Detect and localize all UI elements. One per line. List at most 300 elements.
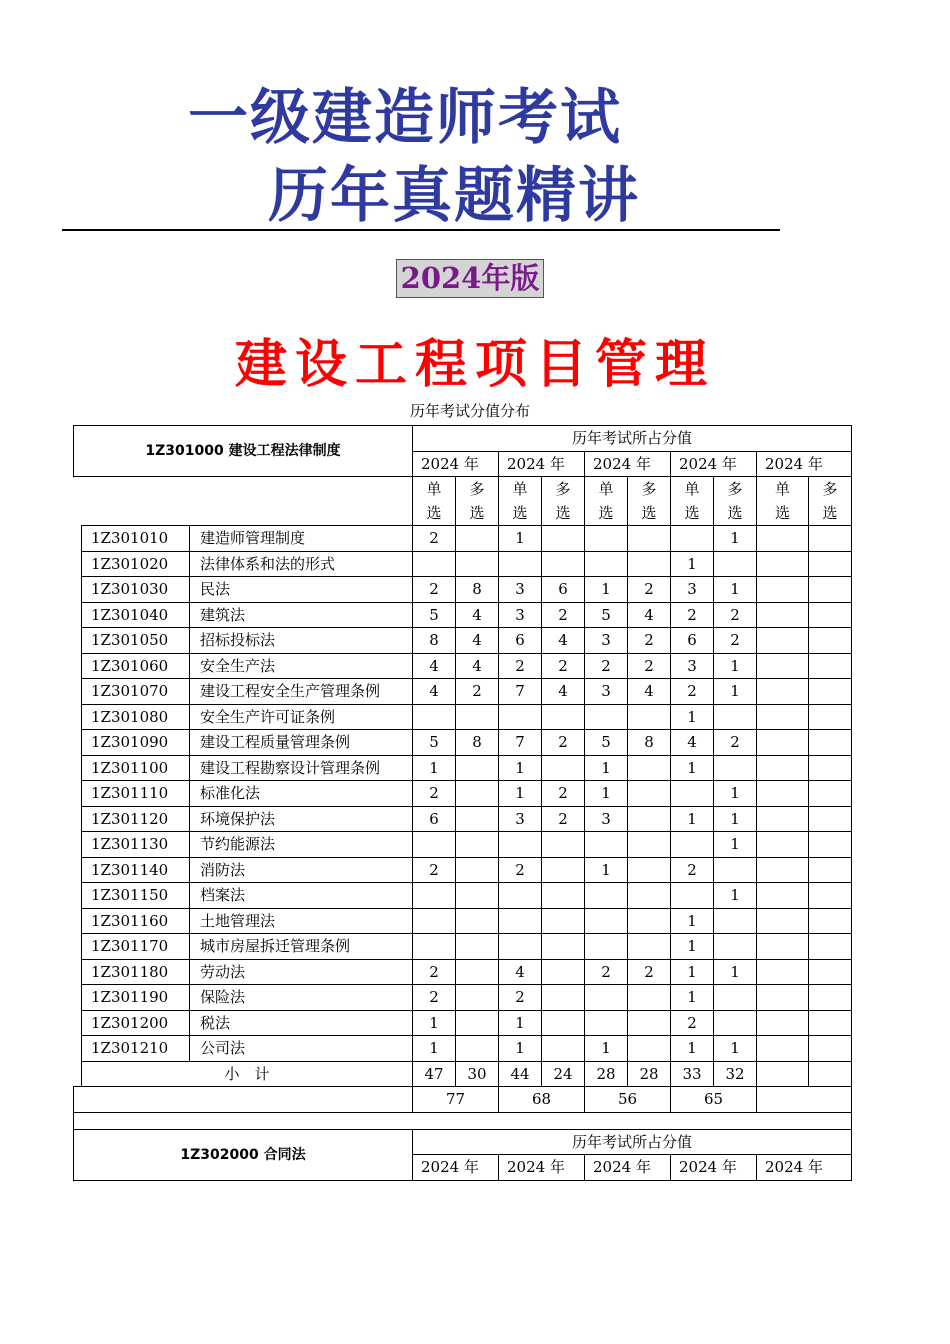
total-label-cell [74, 1087, 413, 1113]
score-cell [714, 908, 757, 934]
score-cell [585, 883, 628, 909]
score-cell [809, 679, 852, 705]
score-cell: 2 [413, 959, 456, 985]
score-cell [714, 704, 757, 730]
score-cell: 2 [714, 730, 757, 756]
score-cell: 5 [413, 730, 456, 756]
score-cell [542, 526, 585, 552]
row-code: 1Z301180 [82, 959, 190, 985]
score-cell: 6 [671, 628, 714, 654]
score-cell [628, 908, 671, 934]
score-cell: 3 [499, 602, 542, 628]
score-cell [542, 832, 585, 858]
type-row-spacer [74, 477, 413, 526]
score-cell: 2 [413, 985, 456, 1011]
row-spacer [74, 602, 82, 628]
score-cell [809, 704, 852, 730]
section2-body [74, 1129, 852, 1180]
score-cell [542, 1036, 585, 1062]
section1-body [74, 426, 852, 526]
multi-choice-header: 多 选 [809, 477, 852, 526]
table-row [74, 1036, 852, 1062]
row-spacer [74, 679, 82, 705]
score-cell: 7 [499, 679, 542, 705]
year-header: 2024 年 [413, 1155, 499, 1181]
score-cell [413, 883, 456, 909]
score-cell: 4 [628, 602, 671, 628]
subtotal-spacer [74, 1061, 82, 1087]
score-cell: 1 [671, 959, 714, 985]
row-code: 1Z301140 [82, 857, 190, 883]
score-cell [499, 832, 542, 858]
score-cell [456, 934, 499, 960]
subtotal-row [74, 1061, 852, 1087]
year-header: 2024 年 [585, 1155, 671, 1181]
score-cell [456, 551, 499, 577]
row-code: 1Z301130 [82, 832, 190, 858]
score-cell [757, 628, 809, 654]
score-cell: 1 [413, 1010, 456, 1036]
score-cell [456, 985, 499, 1011]
score-cell: 1 [671, 704, 714, 730]
score-cell [757, 806, 809, 832]
score-cell [809, 1010, 852, 1036]
score-cell: 3 [499, 806, 542, 832]
score-cell [413, 934, 456, 960]
multi-choice-header: 多 选 [456, 477, 499, 526]
score-cell: 1 [585, 577, 628, 603]
score-cell [757, 832, 809, 858]
score-cell [456, 908, 499, 934]
score-cell [809, 730, 852, 756]
score-cell [413, 832, 456, 858]
score-cell [757, 934, 809, 960]
score-cell: 2 [714, 628, 757, 654]
score-cell: 1 [671, 985, 714, 1011]
score-cell: 6 [413, 806, 456, 832]
score-cell [809, 857, 852, 883]
score-cell: 2 [542, 602, 585, 628]
score-cell [628, 857, 671, 883]
score-cell [628, 551, 671, 577]
score-cell: 2 [413, 857, 456, 883]
section2-title: 1Z302000 合同法 [74, 1129, 413, 1180]
score-cell: 2 [671, 857, 714, 883]
table-row [74, 628, 852, 654]
score-cell [671, 832, 714, 858]
single-choice-header: 单 选 [585, 477, 628, 526]
row-name: 消防法 [190, 857, 413, 883]
score-cell [456, 781, 499, 807]
score-cell: 1 [413, 1036, 456, 1062]
section1-type-row [74, 477, 852, 526]
score-cell: 3 [671, 577, 714, 603]
score-cell [757, 985, 809, 1011]
score-cell: 2 [628, 577, 671, 603]
score-cell [542, 551, 585, 577]
subtotal-cell: 28 [628, 1061, 671, 1087]
score-cell: 5 [585, 602, 628, 628]
row-code: 1Z301010 [82, 526, 190, 552]
score-cell [628, 832, 671, 858]
score-cell [757, 883, 809, 909]
row-code: 1Z301150 [82, 883, 190, 909]
score-cell [809, 602, 852, 628]
score-distribution-table [73, 425, 852, 1181]
score-cell: 1 [499, 1036, 542, 1062]
score-cell: 1 [499, 526, 542, 552]
score-cell: 2 [628, 653, 671, 679]
score-cell [456, 959, 499, 985]
section1-rows [74, 526, 852, 1062]
row-code: 1Z301170 [82, 934, 190, 960]
row-name: 安全生产法 [190, 653, 413, 679]
score-cell: 1 [671, 755, 714, 781]
score-cell [542, 908, 585, 934]
section1-header-row [74, 426, 852, 452]
score-cell [714, 985, 757, 1011]
score-cell: 2 [456, 679, 499, 705]
table-row [74, 679, 852, 705]
row-name: 法律体系和法的形式 [190, 551, 413, 577]
score-cell: 4 [413, 653, 456, 679]
table-row [74, 1010, 852, 1036]
row-spacer [74, 883, 82, 909]
score-cell [456, 806, 499, 832]
section1-score-header: 历年考试所占分值 [413, 426, 852, 452]
score-cell: 4 [542, 628, 585, 654]
section2-header-row [74, 1129, 852, 1155]
score-cell [628, 526, 671, 552]
table-row [74, 985, 852, 1011]
score-cell: 6 [499, 628, 542, 654]
total-cell [757, 1087, 852, 1113]
table-row [74, 934, 852, 960]
row-name: 建造师管理制度 [190, 526, 413, 552]
score-cell: 2 [542, 653, 585, 679]
row-code: 1Z301120 [82, 806, 190, 832]
score-cell: 3 [585, 806, 628, 832]
score-cell: 3 [499, 577, 542, 603]
total-row [74, 1087, 852, 1113]
score-cell [809, 781, 852, 807]
score-cell: 2 [628, 959, 671, 985]
score-cell [757, 755, 809, 781]
score-cell [628, 883, 671, 909]
year-header: 2024 年 [499, 1155, 585, 1181]
score-cell [671, 781, 714, 807]
score-cell [499, 908, 542, 934]
score-cell: 2 [542, 730, 585, 756]
score-cell [585, 704, 628, 730]
year-header: 2024 年 [757, 1155, 852, 1181]
blank-row [74, 1112, 852, 1129]
score-cell [456, 704, 499, 730]
title-line-2: 历年真题精讲 [268, 161, 640, 231]
score-cell: 1 [413, 755, 456, 781]
score-cell [542, 883, 585, 909]
table-row [74, 883, 852, 909]
score-cell: 2 [499, 857, 542, 883]
row-code: 1Z301210 [82, 1036, 190, 1062]
subtotal-cell: 47 [413, 1061, 456, 1087]
score-cell: 8 [456, 730, 499, 756]
score-cell: 1 [671, 1036, 714, 1062]
score-cell [628, 781, 671, 807]
score-cell [714, 934, 757, 960]
score-cell: 5 [585, 730, 628, 756]
score-cell [413, 908, 456, 934]
row-name: 建设工程安全生产管理条例 [190, 679, 413, 705]
row-name: 安全生产许可证条例 [190, 704, 413, 730]
score-cell: 1 [714, 526, 757, 552]
row-code: 1Z301090 [82, 730, 190, 756]
score-cell: 7 [499, 730, 542, 756]
score-cell: 2 [671, 1010, 714, 1036]
score-cell [714, 551, 757, 577]
score-cell: 1 [671, 806, 714, 832]
score-cell: 1 [714, 832, 757, 858]
score-cell: 2 [542, 781, 585, 807]
score-cell [542, 959, 585, 985]
row-code: 1Z301200 [82, 1010, 190, 1036]
score-cell: 1 [714, 679, 757, 705]
subject-title: 建设工程项目管理 [234, 334, 715, 395]
score-cell [628, 934, 671, 960]
score-cell: 2 [671, 679, 714, 705]
row-name: 保险法 [190, 985, 413, 1011]
score-cell [628, 806, 671, 832]
score-cell [809, 959, 852, 985]
section1-summary [74, 1061, 852, 1129]
score-cell: 2 [413, 781, 456, 807]
table-caption: 历年考试分值分布 [409, 402, 530, 420]
score-cell: 3 [671, 653, 714, 679]
score-cell [809, 526, 852, 552]
score-cell [585, 551, 628, 577]
score-cell [456, 883, 499, 909]
score-cell [757, 781, 809, 807]
score-cell [413, 704, 456, 730]
score-cell [757, 602, 809, 628]
score-cell: 2 [585, 959, 628, 985]
row-spacer [74, 959, 82, 985]
score-cell: 8 [456, 577, 499, 603]
score-cell: 1 [585, 781, 628, 807]
score-cell [628, 1010, 671, 1036]
subtotal-cell: 28 [585, 1061, 628, 1087]
score-cell [628, 1036, 671, 1062]
score-cell: 1 [585, 857, 628, 883]
score-cell: 1 [671, 551, 714, 577]
row-code: 1Z301110 [82, 781, 190, 807]
score-cell: 4 [413, 679, 456, 705]
score-cell: 2 [671, 602, 714, 628]
score-cell [671, 526, 714, 552]
row-name: 税法 [190, 1010, 413, 1036]
score-cell: 6 [542, 577, 585, 603]
score-cell [456, 832, 499, 858]
row-code: 1Z301020 [82, 551, 190, 577]
table-row [74, 551, 852, 577]
subtotal-label: 小 计 [82, 1061, 413, 1087]
row-code: 1Z301050 [82, 628, 190, 654]
multi-choice-header: 多 选 [714, 477, 757, 526]
row-code: 1Z301080 [82, 704, 190, 730]
row-spacer [74, 806, 82, 832]
row-code: 1Z301040 [82, 602, 190, 628]
row-spacer [74, 985, 82, 1011]
score-cell [809, 806, 852, 832]
score-cell [757, 908, 809, 934]
score-cell [456, 1036, 499, 1062]
score-cell [628, 704, 671, 730]
score-cell [456, 526, 499, 552]
score-cell: 2 [542, 806, 585, 832]
single-choice-header: 单 选 [499, 477, 542, 526]
year-header: 2024 年 [671, 451, 757, 477]
score-cell: 1 [714, 959, 757, 985]
subtotal-cell: 32 [714, 1061, 757, 1087]
score-cell [542, 857, 585, 883]
score-cell [809, 577, 852, 603]
score-cell [809, 1036, 852, 1062]
score-cell: 2 [585, 653, 628, 679]
score-cell: 4 [542, 679, 585, 705]
row-name: 公司法 [190, 1036, 413, 1062]
score-cell [542, 755, 585, 781]
score-cell [542, 985, 585, 1011]
score-cell [628, 755, 671, 781]
score-cell: 1 [585, 1036, 628, 1062]
total-cell: 77 [413, 1087, 499, 1113]
row-spacer [74, 832, 82, 858]
score-cell: 2 [499, 985, 542, 1011]
score-cell: 4 [671, 730, 714, 756]
subtotal-cell: 24 [542, 1061, 585, 1087]
score-cell: 2 [714, 602, 757, 628]
year-header: 2024 年 [499, 451, 585, 477]
row-name: 城市房屋拆迁管理条例 [190, 934, 413, 960]
score-cell: 1 [585, 755, 628, 781]
score-cell [757, 551, 809, 577]
score-cell [809, 628, 852, 654]
row-name: 档案法 [190, 883, 413, 909]
score-cell [585, 1010, 628, 1036]
table-row [74, 806, 852, 832]
score-cell: 4 [456, 653, 499, 679]
score-cell: 1 [671, 908, 714, 934]
score-cell: 1 [499, 1010, 542, 1036]
score-cell [542, 1010, 585, 1036]
score-cell [585, 526, 628, 552]
row-spacer [74, 934, 82, 960]
score-cell [757, 857, 809, 883]
score-cell [714, 1010, 757, 1036]
score-cell [671, 883, 714, 909]
edition-badge: 2024年版 [396, 259, 544, 298]
row-name: 建设工程质量管理条例 [190, 730, 413, 756]
score-cell: 5 [413, 602, 456, 628]
score-cell: 3 [585, 679, 628, 705]
row-spacer [74, 577, 82, 603]
subtotal-cell [757, 1061, 809, 1087]
score-cell: 1 [714, 653, 757, 679]
row-name: 招标投标法 [190, 628, 413, 654]
score-cell [809, 653, 852, 679]
score-cell [757, 1036, 809, 1062]
single-choice-header: 单 选 [671, 477, 714, 526]
score-cell [757, 1010, 809, 1036]
title-line-1: 一级建造师考试 [188, 83, 622, 153]
score-cell: 2 [628, 628, 671, 654]
row-spacer [74, 755, 82, 781]
score-cell: 4 [456, 602, 499, 628]
total-cell: 65 [671, 1087, 757, 1113]
score-cell: 2 [413, 577, 456, 603]
score-cell: 1 [714, 1036, 757, 1062]
row-code: 1Z301070 [82, 679, 190, 705]
score-cell [809, 755, 852, 781]
score-cell [809, 883, 852, 909]
table-row [74, 832, 852, 858]
score-cell [585, 832, 628, 858]
score-cell [757, 679, 809, 705]
score-cell [585, 934, 628, 960]
year-header: 2024 年 [413, 451, 499, 477]
row-name: 劳动法 [190, 959, 413, 985]
score-cell [456, 755, 499, 781]
score-cell: 1 [671, 934, 714, 960]
table-row [74, 857, 852, 883]
score-cell [809, 832, 852, 858]
score-cell [456, 857, 499, 883]
row-code: 1Z301060 [82, 653, 190, 679]
score-cell: 4 [628, 679, 671, 705]
score-cell: 2 [413, 526, 456, 552]
score-cell [757, 526, 809, 552]
score-cell [499, 551, 542, 577]
score-cell [499, 883, 542, 909]
subtotal-cell: 30 [456, 1061, 499, 1087]
table-row [74, 755, 852, 781]
table-row [74, 602, 852, 628]
multi-choice-header: 多 选 [542, 477, 585, 526]
total-cell: 68 [499, 1087, 585, 1113]
score-cell [628, 985, 671, 1011]
row-spacer [74, 526, 82, 552]
row-name: 节约能源法 [190, 832, 413, 858]
score-cell [809, 908, 852, 934]
table-row [74, 526, 852, 552]
score-cell [757, 577, 809, 603]
table-row [74, 959, 852, 985]
score-cell [542, 934, 585, 960]
table-row [74, 908, 852, 934]
year-header: 2024 年 [757, 451, 852, 477]
table-row [74, 781, 852, 807]
score-cell [757, 730, 809, 756]
total-cell: 56 [585, 1087, 671, 1113]
row-spacer [74, 1010, 82, 1036]
score-cell [499, 934, 542, 960]
score-cell [809, 551, 852, 577]
score-cell [585, 985, 628, 1011]
score-cell [809, 934, 852, 960]
score-cell: 1 [714, 806, 757, 832]
subtotal-cell: 44 [499, 1061, 542, 1087]
score-cell [413, 551, 456, 577]
